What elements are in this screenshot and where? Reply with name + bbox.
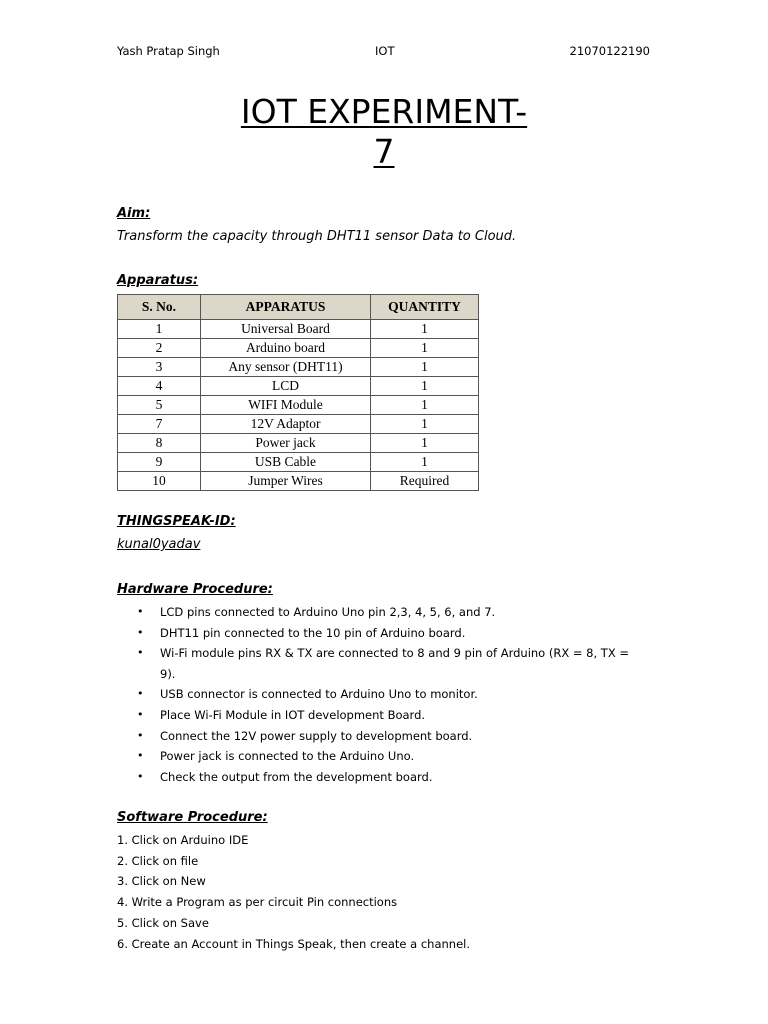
list-item-text: DHT11 pin connected to the 10 pin of Arduino board. bbox=[160, 625, 466, 640]
list-item-text: Power jack is connected to the Arduino Uno. bbox=[160, 749, 415, 764]
list-item bbox=[117, 705, 647, 726]
cell-sno: 3 bbox=[118, 358, 201, 377]
table-row bbox=[118, 453, 479, 472]
list-item bbox=[117, 623, 647, 644]
cell-quantity: 1 bbox=[371, 377, 479, 396]
table-row bbox=[118, 358, 479, 377]
title-line-1: IOT EXPERIMENT- bbox=[240, 92, 528, 131]
bullet-icon: • bbox=[137, 749, 144, 763]
cell-sno: 10 bbox=[118, 472, 201, 491]
table-header-row bbox=[118, 295, 479, 320]
table-row bbox=[118, 434, 479, 453]
table-row bbox=[118, 377, 479, 396]
hardware-procedure-list bbox=[117, 602, 647, 787]
cell-sno: 4 bbox=[118, 377, 201, 396]
table-row bbox=[118, 472, 479, 491]
header-roll-number: 21070122190 bbox=[569, 44, 650, 58]
thingspeak-id[interactable]: kunal0yadav bbox=[117, 537, 201, 552]
cell-sno: 1 bbox=[118, 320, 201, 339]
list-item: 4. Write a Program as per circuit Pin connections bbox=[117, 895, 398, 910]
apparatus-heading: Apparatus: bbox=[117, 273, 199, 288]
list-item: 5. Click on Save bbox=[117, 915, 209, 930]
table-row bbox=[118, 339, 479, 358]
page-title bbox=[0, 92, 768, 172]
col-header-apparatus: APPARATUS bbox=[201, 295, 371, 320]
col-header-sno: S. No. bbox=[118, 295, 201, 320]
list-item bbox=[117, 643, 647, 684]
cell-quantity: 1 bbox=[371, 396, 479, 415]
cell-quantity: 1 bbox=[371, 320, 479, 339]
cell-quantity: 1 bbox=[371, 453, 479, 472]
cell-sno: 7 bbox=[118, 415, 201, 434]
header-subject: IOT bbox=[375, 44, 395, 58]
cell-apparatus: Any sensor (DHT11) bbox=[201, 358, 371, 377]
bullet-icon: • bbox=[137, 769, 144, 783]
cell-apparatus: Power jack bbox=[201, 434, 371, 453]
cell-apparatus: Universal Board bbox=[201, 320, 371, 339]
table-row bbox=[118, 320, 479, 339]
list-item-text: Place Wi-Fi Module in IOT development Board. bbox=[160, 707, 426, 722]
cell-sno: 2 bbox=[118, 339, 201, 358]
list-item bbox=[117, 684, 647, 705]
bullet-icon: • bbox=[137, 687, 144, 701]
hardware-heading: Hardware Procedure: bbox=[117, 582, 273, 597]
cell-apparatus: 12V Adaptor bbox=[201, 415, 371, 434]
cell-quantity: Required bbox=[371, 472, 479, 491]
list-item bbox=[117, 602, 647, 623]
list-item: 1. Click on Arduino IDE bbox=[117, 833, 249, 847]
bullet-icon: • bbox=[137, 646, 144, 660]
cell-quantity: 1 bbox=[371, 358, 479, 377]
cell-quantity: 1 bbox=[371, 434, 479, 453]
aim-text: Transform the capacity through DHT11 sensor Data to Cloud. bbox=[117, 229, 517, 244]
list-item-text: LCD pins connected to Arduino Uno pin 2,3, 4, 5, 6, and 7. bbox=[160, 605, 496, 619]
col-header-quantity: QUANTITY bbox=[371, 295, 479, 320]
list-item-text: Check the output from the development board. bbox=[160, 769, 433, 784]
list-item bbox=[117, 746, 647, 767]
table-row bbox=[118, 396, 479, 415]
cell-sno: 8 bbox=[118, 434, 201, 453]
software-heading: Software Procedure: bbox=[117, 810, 268, 825]
cell-quantity: 1 bbox=[371, 339, 479, 358]
cell-quantity: 1 bbox=[371, 415, 479, 434]
title-line-2: 7 bbox=[373, 132, 395, 171]
bullet-icon: • bbox=[137, 728, 144, 742]
bullet-icon: • bbox=[137, 625, 144, 639]
bullet-icon: • bbox=[137, 605, 144, 618]
cell-apparatus: WIFI Module bbox=[201, 396, 371, 415]
cell-apparatus: USB Cable bbox=[201, 453, 371, 472]
cell-sno: 9 bbox=[118, 453, 201, 472]
thingspeak-heading: THINGSPEAK-ID: bbox=[117, 514, 236, 529]
list-item bbox=[117, 726, 647, 747]
cell-sno: 5 bbox=[118, 396, 201, 415]
list-item: 2. Click on file bbox=[117, 853, 199, 868]
list-item: 3. Click on New bbox=[117, 874, 206, 889]
apparatus-table bbox=[117, 294, 479, 491]
list-item: 6. Create an Account in Things Speak, then create a channel. bbox=[117, 936, 470, 951]
header-author: Yash Pratap Singh bbox=[117, 44, 220, 58]
table-row bbox=[118, 415, 479, 434]
cell-apparatus: Jumper Wires bbox=[201, 472, 371, 491]
list-item bbox=[117, 767, 647, 788]
list-item-text: Connect the 12V power supply to development board. bbox=[160, 728, 473, 743]
aim-heading: Aim: bbox=[117, 206, 151, 221]
bullet-icon: • bbox=[137, 707, 144, 721]
software-procedure-list bbox=[117, 830, 470, 954]
cell-apparatus: LCD bbox=[201, 377, 371, 396]
cell-apparatus: Arduino board bbox=[201, 339, 371, 358]
list-item-text: Wi-Fi module pins RX & TX are connected to 8 and 9 pin of Arduino (RX = 8, TX = 9). bbox=[160, 646, 630, 681]
list-item-text: USB connector is connected to Arduino Uno to monitor. bbox=[160, 687, 478, 702]
